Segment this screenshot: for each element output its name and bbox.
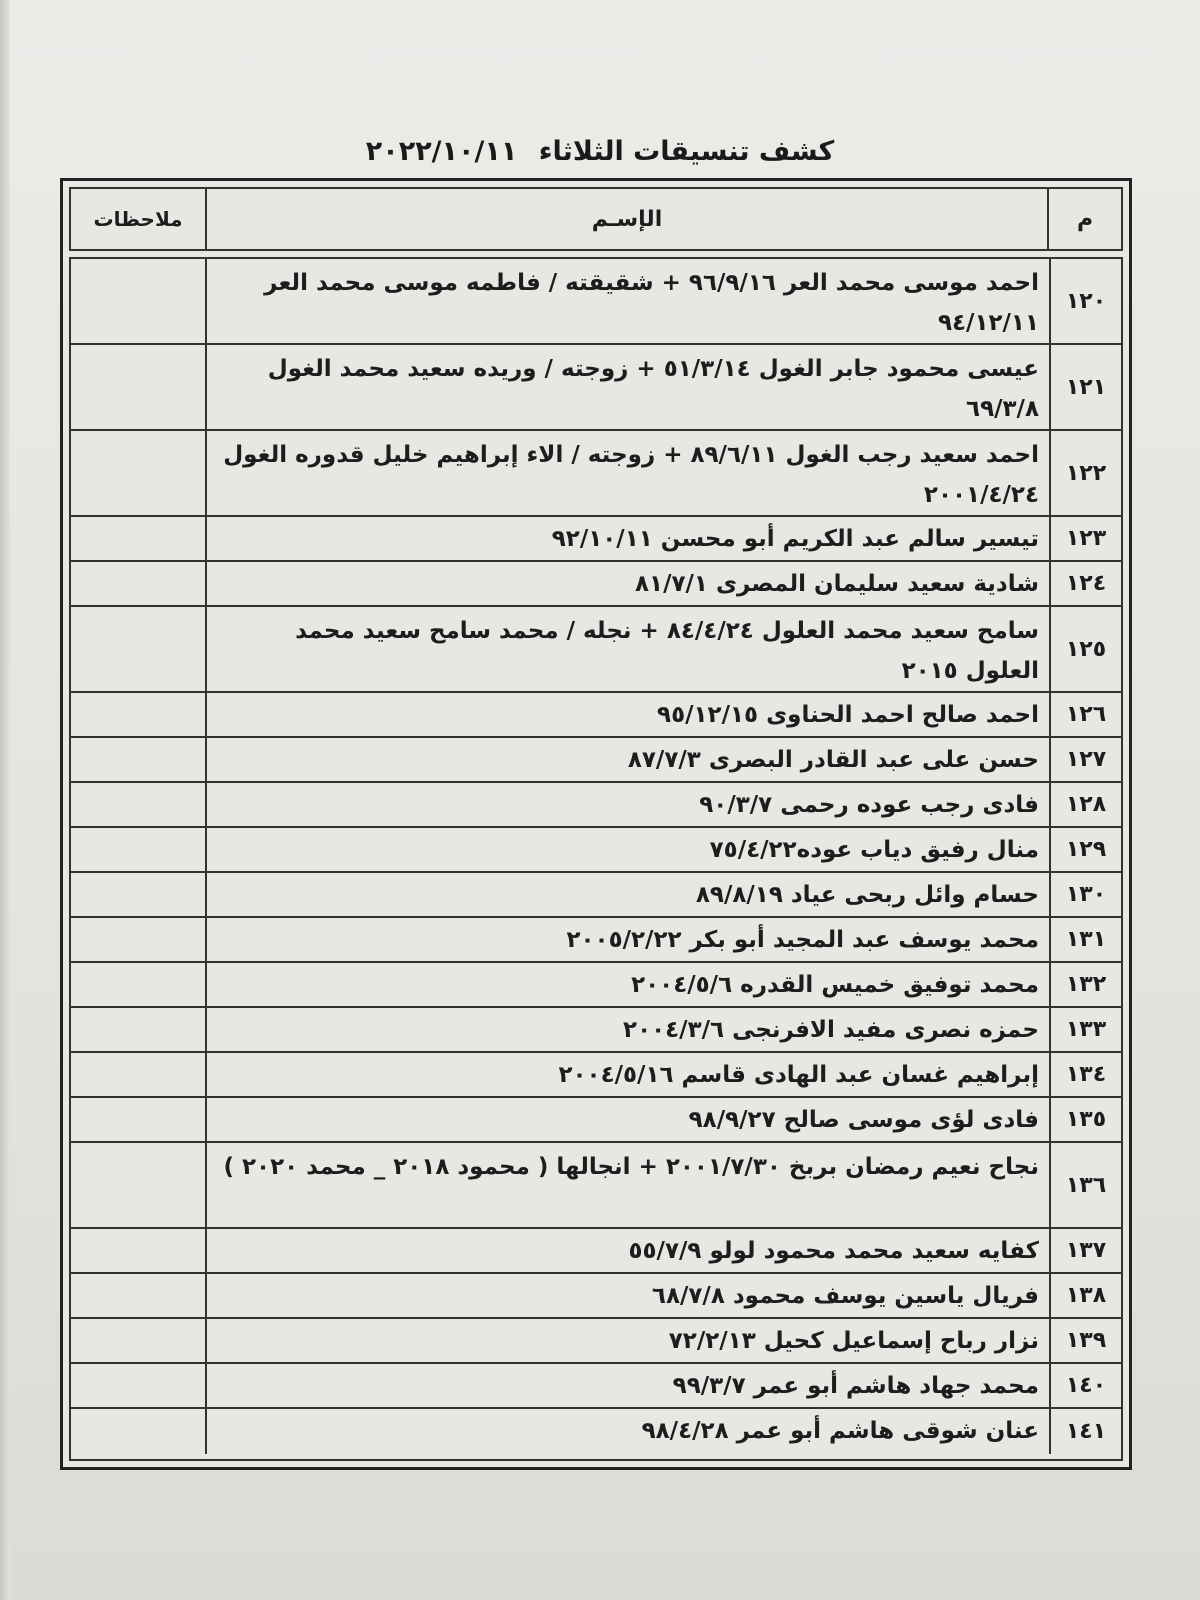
row-notes <box>71 607 205 691</box>
table-row <box>71 1053 1121 1098</box>
row-number: ١٣٨ <box>1049 1274 1121 1317</box>
table-header <box>69 187 1123 251</box>
row-notes <box>71 918 205 961</box>
row-number: ١٣٣ <box>1049 1008 1121 1051</box>
row-name: محمد جهاد هاشم أبو عمر ٩٩/٣/٧ <box>205 1364 1049 1407</box>
row-notes <box>71 1229 205 1272</box>
row-number: ١٢٧ <box>1049 738 1121 781</box>
row-notes <box>71 517 205 560</box>
row-number: ١٢٦ <box>1049 693 1121 736</box>
row-name: كفايه سعيد محمد محمود لولو ٥٥/٧/٩ <box>205 1229 1049 1272</box>
row-name: احمد سعيد رجب الغول ٨٩/٦/١١ + زوجته / الاء إبراهيم خليل قدوره الغول ٢٠٠١/٤/٢٤ <box>205 431 1049 515</box>
row-name: محمد توفيق خميس القدره ٢٠٠٤/٥/٦ <box>205 963 1049 1006</box>
row-number: ١٢١ <box>1049 345 1121 429</box>
row-name: تيسير سالم عبد الكريم أبو محسن ٩٢/١٠/١١ <box>205 517 1049 560</box>
header-name-label: الإسـم <box>591 206 663 232</box>
row-notes <box>71 1364 205 1407</box>
table-row <box>71 963 1121 1008</box>
row-notes <box>71 259 205 343</box>
table-row <box>71 1274 1121 1319</box>
header-name <box>205 189 1047 249</box>
row-name: محمد يوسف عبد المجيد أبو بكر ٢٠٠٥/٢/٢٢ <box>205 918 1049 961</box>
table-row <box>71 607 1121 693</box>
row-number: ١٢٥ <box>1049 607 1121 691</box>
row-name: سامح سعيد محمد العلول ٨٤/٤/٢٤ + نجله / محمد سامح سعيد محمد العلول ٢٠١٥ <box>205 607 1049 691</box>
row-number: ١٢٢ <box>1049 431 1121 515</box>
row-name: حسام وائل ربحى عياد ٨٩/٨/١٩ <box>205 873 1049 916</box>
table-row <box>71 431 1121 517</box>
row-number: ١٢٤ <box>1049 562 1121 605</box>
row-notes <box>71 1098 205 1141</box>
table-row <box>71 1098 1121 1143</box>
row-notes <box>71 828 205 871</box>
row-number: ١٤١ <box>1049 1409 1121 1454</box>
row-name: منال رفيق دياب عوده٧٥/٤/٢٢ <box>205 828 1049 871</box>
header-number: م <box>1047 189 1121 249</box>
table-row <box>71 738 1121 783</box>
row-name: فادى رجب عوده رحمى ٩٠/٣/٧ <box>205 783 1049 826</box>
table-body <box>69 257 1123 1461</box>
table-row <box>71 873 1121 918</box>
row-name: فادى لؤى موسى صالح ٩٨/٩/٢٧ <box>205 1098 1049 1141</box>
row-name: فريال ياسين يوسف محمود ٦٨/٧/٨ <box>205 1274 1049 1317</box>
row-name: إبراهيم غسان عبد الهادى قاسم ٢٠٠٤/٥/١٦ <box>205 1053 1049 1096</box>
row-name: نزار رباح إسماعيل كحيل ٧٢/٢/١٣ <box>205 1319 1049 1362</box>
table-row <box>71 517 1121 562</box>
row-number: ١٣٠ <box>1049 873 1121 916</box>
row-notes <box>71 1143 205 1227</box>
row-notes <box>71 738 205 781</box>
table-row <box>71 1409 1121 1454</box>
row-name: احمد موسى محمد العر ٩٦/٩/١٦ + شقيقته / فاطمه موسى محمد العر ٩٤/١٢/١١ <box>205 259 1049 343</box>
row-notes <box>71 562 205 605</box>
row-number: ١٣٦ <box>1049 1143 1121 1227</box>
row-notes <box>71 1053 205 1096</box>
row-notes <box>71 783 205 826</box>
row-number: ١٢٠ <box>1049 259 1121 343</box>
table-row <box>71 1143 1121 1229</box>
row-number: ١٢٨ <box>1049 783 1121 826</box>
row-notes <box>71 963 205 1006</box>
row-notes <box>71 693 205 736</box>
row-name: احمد صالح احمد الحناوى ٩٥/١٢/١٥ <box>205 693 1049 736</box>
row-notes <box>71 873 205 916</box>
table-row <box>71 1008 1121 1053</box>
row-number: ١٣٢ <box>1049 963 1121 1006</box>
row-number: ١٣٩ <box>1049 1319 1121 1362</box>
table-row <box>71 1319 1121 1364</box>
row-name: عيسى محمود جابر الغول ٥١/٣/١٤ + زوجته / وريده سعيد محمد الغول ٦٩/٣/٨ <box>205 345 1049 429</box>
row-number: ١٤٠ <box>1049 1364 1121 1407</box>
row-number: ١٢٩ <box>1049 828 1121 871</box>
document-title <box>0 136 1200 167</box>
row-name: نجاح نعيم رمضان بربخ ٢٠٠١/٧/٣٠ + انجالها ( محمود ٢٠١٨ _ محمد ٢٠٢٠ ) <box>205 1143 1049 1227</box>
row-name: حمزه نصرى مفيد الافرنجى ٢٠٠٤/٣/٦ <box>205 1008 1049 1051</box>
row-name: عنان شوقى هاشم أبو عمر ٩٨/٤/٢٨ <box>205 1409 1049 1454</box>
table-row <box>71 259 1121 345</box>
header-notes: ملاحظات <box>93 207 183 231</box>
page-edge <box>0 0 10 1600</box>
row-number: ١٣١ <box>1049 918 1121 961</box>
row-notes <box>71 345 205 429</box>
row-number: ١٢٣ <box>1049 517 1121 560</box>
row-number: ١٣٥ <box>1049 1098 1121 1141</box>
row-number: ١٣٧ <box>1049 1229 1121 1272</box>
row-notes <box>71 1008 205 1051</box>
table-row <box>71 1364 1121 1409</box>
row-name: شادية سعيد سليمان المصرى ٨١/٧/١ <box>205 562 1049 605</box>
table-row <box>71 918 1121 963</box>
table-row <box>71 1229 1121 1274</box>
row-notes <box>71 431 205 515</box>
row-name: حسن على عبد القادر البصرى ٨٧/٧/٣ <box>205 738 1049 781</box>
table-row <box>71 783 1121 828</box>
row-notes <box>71 1319 205 1362</box>
row-notes <box>71 1274 205 1317</box>
row-notes <box>71 1409 205 1454</box>
table-row <box>71 693 1121 738</box>
coordination-table <box>60 178 1132 1470</box>
table-row <box>71 345 1121 431</box>
title-date: ٢٠٢٢/١٠/١١ <box>365 136 518 167</box>
table-row <box>71 828 1121 873</box>
title-text: كشف تنسيقات الثلاثاء <box>538 136 835 167</box>
table-row <box>71 562 1121 607</box>
row-number: ١٣٤ <box>1049 1053 1121 1096</box>
